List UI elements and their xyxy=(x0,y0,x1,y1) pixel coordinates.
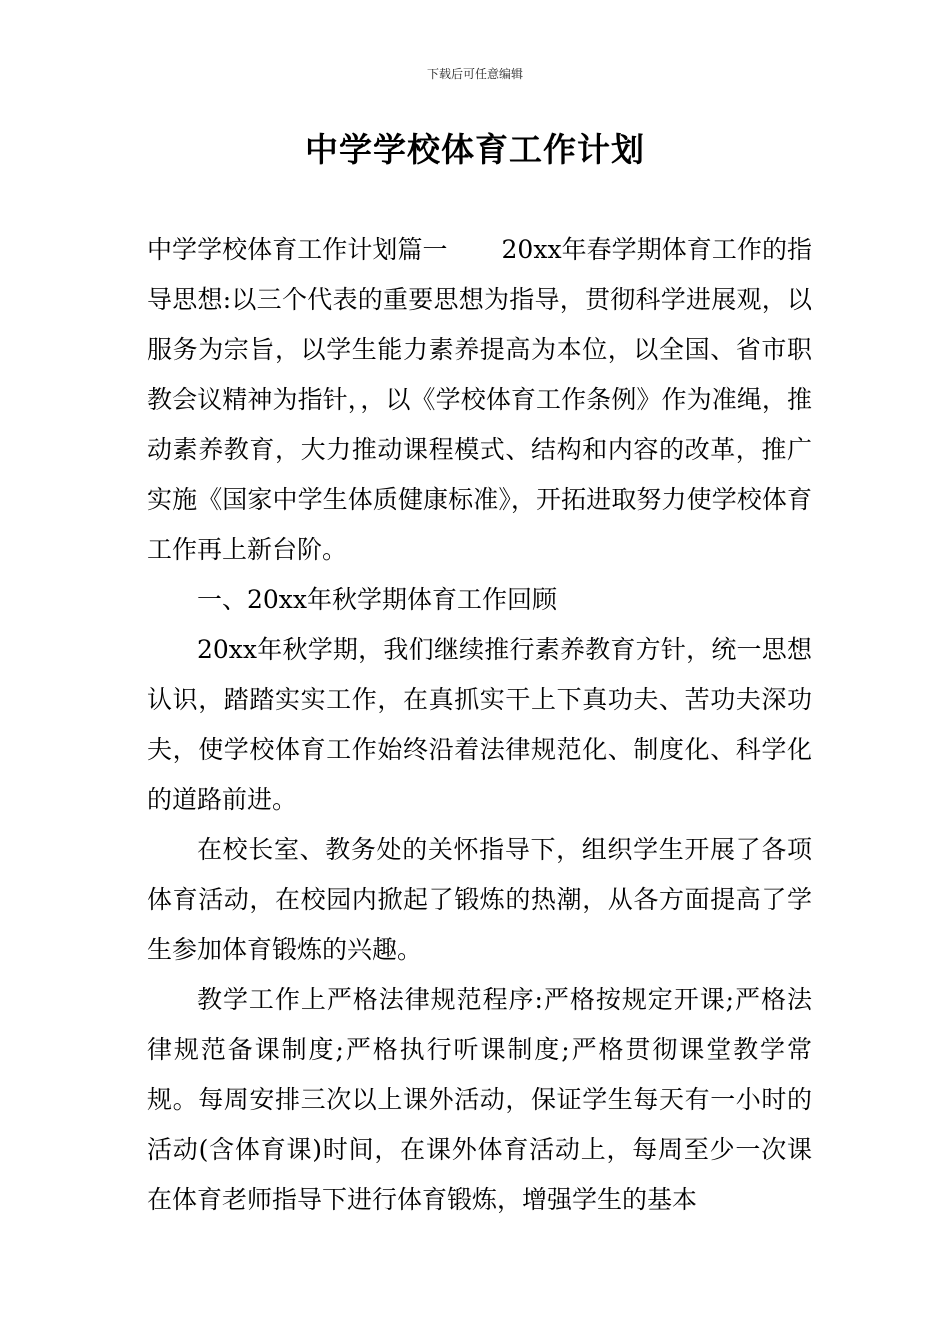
body-paragraph: 教学工作上严格法律规范程序:严格按规定开课;严格法律规范备课制度;严格执行听课制度;严格贯彻课堂教学常规。每周安排三次以上课外活动，保证学生每天有一小时的活动(含体育课)时间，在课外体育活动上，每周至少一次课在体育老师指导下进行体育锻炼，增强学生的基本 xyxy=(147,985,812,1214)
section-heading: 一、20xx年秋学期体育工作回顾 xyxy=(197,585,558,614)
document-title: 中学学校体育工作计划 xyxy=(305,130,645,169)
body-paragraph: 在校长室、教务处的关怀指导下，组织学生开展了各项体育活动，在校园内掀起了锻炼的热潮，从各方面提高了学生参加体育锻炼的兴趣。 xyxy=(147,835,812,964)
intro-text: 20xx年春学期体育工作的指导思想:以三个代表的重要思想为指导，贯彻科学进展观，以服务为宗旨，以学生能力素养提高为本位，以全国、省市职教会议精神为指针，，以《学校体育工作条例》作为准绳，推动素养教育，大力推动课程模式、结构和内容的改革，推广实施《国家中学生体质健康标准》，开拓进取努力使学校体育工作再上新台阶。 xyxy=(147,235,812,564)
intro-label: 中学学校体育工作计划篇一 xyxy=(147,235,448,264)
document-body xyxy=(147,225,812,1225)
intro-paragraph xyxy=(147,225,812,575)
body-paragraph: 20xx年秋学期，我们继续推行素养教育方针，统一思想认识，踏踏实实工作，在真抓实干上下真功夫、苦功夫深功夫，使学校体育工作始终沿着法律规范化、制度化、科学化的道路前进。 xyxy=(147,635,812,814)
header-note: 下载后可任意编辑 xyxy=(426,67,523,81)
